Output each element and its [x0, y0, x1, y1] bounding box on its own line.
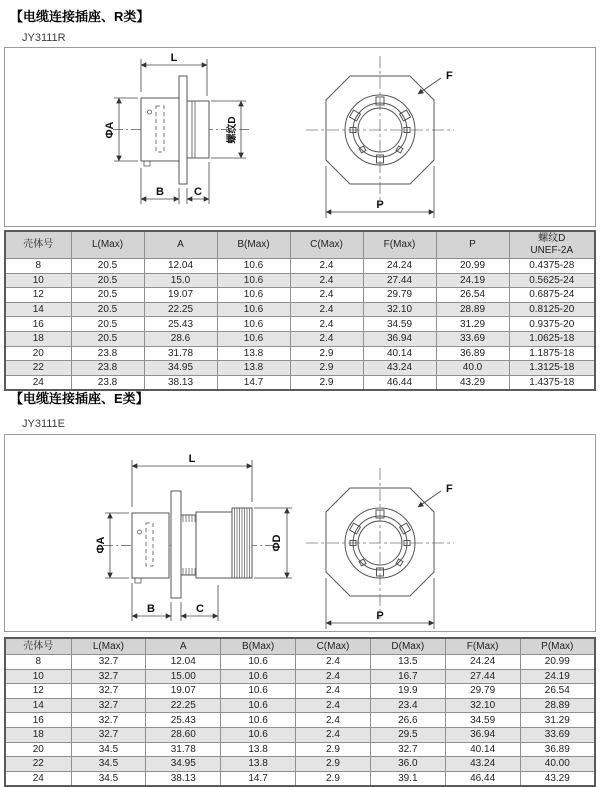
- cell: 1.4375-18: [509, 375, 595, 390]
- cell: 10: [5, 669, 71, 684]
- cell: 2.4: [296, 655, 371, 670]
- cell: 36.94: [445, 727, 520, 742]
- flange: [179, 76, 187, 184]
- cell: 1.0625-18: [509, 331, 595, 346]
- cell: 40.0: [436, 361, 509, 376]
- cell: 14.7: [217, 375, 290, 390]
- cell: 20.5: [71, 331, 144, 346]
- cell: 27.44: [363, 273, 436, 288]
- cell: 46.44: [445, 771, 520, 786]
- cell: 24: [5, 771, 71, 786]
- cell: 43.24: [445, 757, 520, 772]
- cell: 15.0: [144, 273, 217, 288]
- cell: 32.10: [363, 302, 436, 317]
- cell: 0.9375-20: [509, 317, 595, 332]
- section-title-e: 【电缆连接插座、E类】: [10, 391, 149, 406]
- cell: 20.5: [71, 288, 144, 303]
- dim-label-phiD: ΦD: [271, 534, 283, 552]
- column-header: 壳体号: [5, 231, 71, 259]
- cell: 43.29: [520, 771, 595, 786]
- cell: 32.10: [445, 698, 520, 713]
- table-row: [5, 684, 595, 699]
- cell: 2.9: [290, 361, 363, 376]
- cell: 10.6: [221, 655, 296, 670]
- column-header: C(Max): [296, 638, 371, 655]
- cell: 2.4: [296, 669, 371, 684]
- cell: 25.43: [146, 713, 221, 728]
- cell: 40.14: [363, 346, 436, 361]
- cell: 34.95: [144, 361, 217, 376]
- cell: 26.54: [520, 684, 595, 699]
- table-row: [5, 331, 595, 346]
- cell: 22.25: [144, 302, 217, 317]
- cell: 26.6: [370, 713, 445, 728]
- cell: 22: [5, 361, 71, 376]
- flange: [171, 491, 181, 598]
- column-header: B(Max): [221, 638, 296, 655]
- column-header: L(Max): [71, 231, 144, 259]
- cell: 32.7: [71, 669, 146, 684]
- cell: 23.8: [71, 361, 144, 376]
- table-row: [5, 361, 595, 376]
- table-row: [5, 655, 595, 670]
- column-header: 螺纹D UNEF-2A: [509, 231, 595, 259]
- dim-label-P: P: [376, 610, 384, 622]
- cell: 10.6: [221, 713, 296, 728]
- cell: 33.69: [436, 331, 509, 346]
- cell: 24.24: [363, 259, 436, 274]
- table-row: [5, 288, 595, 303]
- cell: 23.8: [71, 346, 144, 361]
- dim-label-phiA: ΦA: [95, 536, 107, 554]
- cell: 10.6: [217, 317, 290, 332]
- cell: 12: [5, 684, 71, 699]
- cell: 19.07: [144, 288, 217, 303]
- cell: 22.25: [146, 698, 221, 713]
- cell: 2.4: [290, 302, 363, 317]
- key-notch: [396, 146, 403, 153]
- cell: 31.78: [146, 742, 221, 757]
- cell: 34.95: [146, 757, 221, 772]
- cell: 40.14: [445, 742, 520, 757]
- cell: 34.5: [71, 771, 146, 786]
- dim-label-F: F: [446, 483, 453, 495]
- cell: 18: [5, 331, 71, 346]
- cell: 10.6: [221, 684, 296, 699]
- cell: 31.29: [520, 713, 595, 728]
- dim-label-threadD: 螺纹D: [227, 116, 238, 144]
- cell: 25.43: [144, 317, 217, 332]
- spec-table-e: [4, 637, 596, 787]
- cell: 38.13: [146, 771, 221, 786]
- cell: 2.4: [290, 259, 363, 274]
- cell: 28.89: [436, 302, 509, 317]
- cell: 36.89: [520, 742, 595, 757]
- spec-table-r: [4, 230, 596, 391]
- body-lug: [144, 161, 150, 166]
- table-row: [5, 698, 595, 713]
- model-label-r: JY3111R: [22, 32, 66, 44]
- connector-body: [141, 98, 179, 161]
- column-header: B(Max): [217, 231, 290, 259]
- cell: 18: [5, 727, 71, 742]
- cell: 29.79: [445, 684, 520, 699]
- cell: 28.6: [144, 331, 217, 346]
- cell: 13.8: [221, 757, 296, 772]
- knurl-ribs: [235, 508, 250, 578]
- cell: 10: [5, 273, 71, 288]
- cell: 10.6: [217, 288, 290, 303]
- cell: 32.7: [71, 727, 146, 742]
- cell: 16: [5, 317, 71, 332]
- cell: 28.60: [146, 727, 221, 742]
- cell: 14: [5, 302, 71, 317]
- dim-label-B: B: [156, 186, 164, 198]
- column-header: F(Max): [445, 638, 520, 655]
- cell: 2.9: [290, 375, 363, 390]
- cell: 13.8: [217, 346, 290, 361]
- table-row: [5, 273, 595, 288]
- cell: 34.5: [71, 757, 146, 772]
- cell: 16: [5, 713, 71, 728]
- cell: 13.8: [221, 742, 296, 757]
- body-lug: [135, 578, 141, 583]
- technical-drawing-r: [5, 48, 595, 226]
- cell: 10.6: [217, 273, 290, 288]
- cell: 19.07: [146, 684, 221, 699]
- cell: 36.89: [436, 346, 509, 361]
- cell: 2.4: [290, 317, 363, 332]
- cell: 34.5: [71, 742, 146, 757]
- cell: 33.69: [520, 727, 595, 742]
- model-label-e: JY3111E: [22, 418, 66, 430]
- cell: 0.4375-28: [509, 259, 595, 274]
- cell: 20: [5, 742, 71, 757]
- cell: 38.13: [144, 375, 217, 390]
- cell: 0.5625-24: [509, 273, 595, 288]
- column-header: D(Max): [370, 638, 445, 655]
- cell: 43.29: [436, 375, 509, 390]
- dim-label-F: F: [446, 70, 453, 82]
- key-notch: [396, 559, 403, 566]
- dim-label-C: C: [194, 186, 202, 198]
- cell: 2.4: [296, 684, 371, 699]
- cell: 32.7: [71, 713, 146, 728]
- cell: 2.4: [296, 727, 371, 742]
- cell: 14.7: [221, 771, 296, 786]
- table-row: [5, 669, 595, 684]
- cell: 31.78: [144, 346, 217, 361]
- cell: 10.6: [221, 727, 296, 742]
- column-header: P(Max): [520, 638, 595, 655]
- cell: 27.44: [445, 669, 520, 684]
- cell: 15.00: [146, 669, 221, 684]
- cell: 1.3125-18: [509, 361, 595, 376]
- cell: 14: [5, 698, 71, 713]
- cell: 2.9: [296, 771, 371, 786]
- cell: 32.7: [370, 742, 445, 757]
- cell: 2.9: [296, 742, 371, 757]
- cell: 13.8: [217, 361, 290, 376]
- front-view-e: [306, 468, 454, 619]
- cell: 0.8125-20: [509, 302, 595, 317]
- dim-label-L: L: [188, 453, 196, 465]
- cell: 0.6875-24: [509, 288, 595, 303]
- cell: 8: [5, 259, 71, 274]
- cell: 10.6: [217, 259, 290, 274]
- cell: 29.79: [363, 288, 436, 303]
- front-view-r: [306, 56, 454, 206]
- cell: 10.6: [217, 331, 290, 346]
- cell: 22: [5, 757, 71, 772]
- cell: 20.5: [71, 302, 144, 317]
- column-header: A: [146, 638, 221, 655]
- table-row: [5, 727, 595, 742]
- cell: 2.4: [296, 713, 371, 728]
- cell: 2.9: [290, 346, 363, 361]
- cell: 20.5: [71, 317, 144, 332]
- column-header: 壳体号: [5, 638, 71, 655]
- cell: 12: [5, 288, 71, 303]
- table-row: [5, 771, 595, 786]
- thread-section: [187, 101, 209, 158]
- cell: 8: [5, 655, 71, 670]
- table-row: [5, 757, 595, 772]
- column-header: A: [144, 231, 217, 259]
- cell: 32.7: [71, 684, 146, 699]
- dim-label-P: P: [376, 199, 384, 211]
- header-row: [5, 231, 595, 259]
- diagram-box-r: [4, 47, 596, 227]
- side-view-e: [103, 491, 273, 598]
- coupling-nut: [196, 512, 232, 578]
- dim-label-B: B: [147, 603, 155, 615]
- cell: 36.0: [370, 757, 445, 772]
- column-header: P: [436, 231, 509, 259]
- cell: 2.4: [290, 288, 363, 303]
- cell: 34.59: [363, 317, 436, 332]
- technical-drawing-e: [5, 435, 595, 631]
- table-row: [5, 713, 595, 728]
- cell: 19.9: [370, 684, 445, 699]
- cell: 28.89: [520, 698, 595, 713]
- cell: 20.99: [436, 259, 509, 274]
- table-row: [5, 742, 595, 757]
- cell: 46.44: [363, 375, 436, 390]
- thread-neck: [181, 515, 196, 575]
- cell: 20.99: [520, 655, 595, 670]
- cell: 2.9: [296, 757, 371, 772]
- table-row: [5, 317, 595, 332]
- cell: 2.4: [296, 698, 371, 713]
- cell: 39.1: [370, 771, 445, 786]
- dim-label-phiA: ΦA: [104, 121, 116, 139]
- cell: 12.04: [144, 259, 217, 274]
- cell: 10.6: [221, 669, 296, 684]
- cell: 32.7: [71, 698, 146, 713]
- cell: 24.24: [445, 655, 520, 670]
- cell: 36.94: [363, 331, 436, 346]
- header-row: [5, 638, 595, 655]
- column-header: L(Max): [71, 638, 146, 655]
- cell: 20.5: [71, 259, 144, 274]
- dim-label-L: L: [170, 52, 178, 64]
- section-title-r: 【电缆连接插座、R类】: [10, 9, 150, 24]
- cell: 12.04: [146, 655, 221, 670]
- dim-label-C: C: [196, 603, 204, 615]
- column-header: C(Max): [290, 231, 363, 259]
- cell: 26.54: [436, 288, 509, 303]
- cell: 20.5: [71, 273, 144, 288]
- column-header: F(Max): [363, 231, 436, 259]
- cell: 32.7: [71, 655, 146, 670]
- cell: 40.00: [520, 757, 595, 772]
- cell: 10.6: [221, 698, 296, 713]
- cell: 20: [5, 346, 71, 361]
- cell: 24.19: [436, 273, 509, 288]
- cell: 29.5: [370, 727, 445, 742]
- table-row: [5, 302, 595, 317]
- cell: 23.8: [71, 375, 144, 390]
- cell: 16.7: [370, 669, 445, 684]
- cell: 34.59: [445, 713, 520, 728]
- connector-body: [132, 513, 169, 578]
- cell: 24.19: [520, 669, 595, 684]
- cell: 2.4: [290, 331, 363, 346]
- cell: 23.4: [370, 698, 445, 713]
- diagram-box-e: [4, 434, 596, 632]
- cell: 24: [5, 375, 71, 390]
- cell: 10.6: [217, 302, 290, 317]
- table-row: [5, 346, 595, 361]
- cell: 1.1875-18: [509, 346, 595, 361]
- cell: 31.29: [436, 317, 509, 332]
- cell: 2.4: [290, 273, 363, 288]
- cell: 43.24: [363, 361, 436, 376]
- cell: 13.5: [370, 655, 445, 670]
- table-row: [5, 259, 595, 274]
